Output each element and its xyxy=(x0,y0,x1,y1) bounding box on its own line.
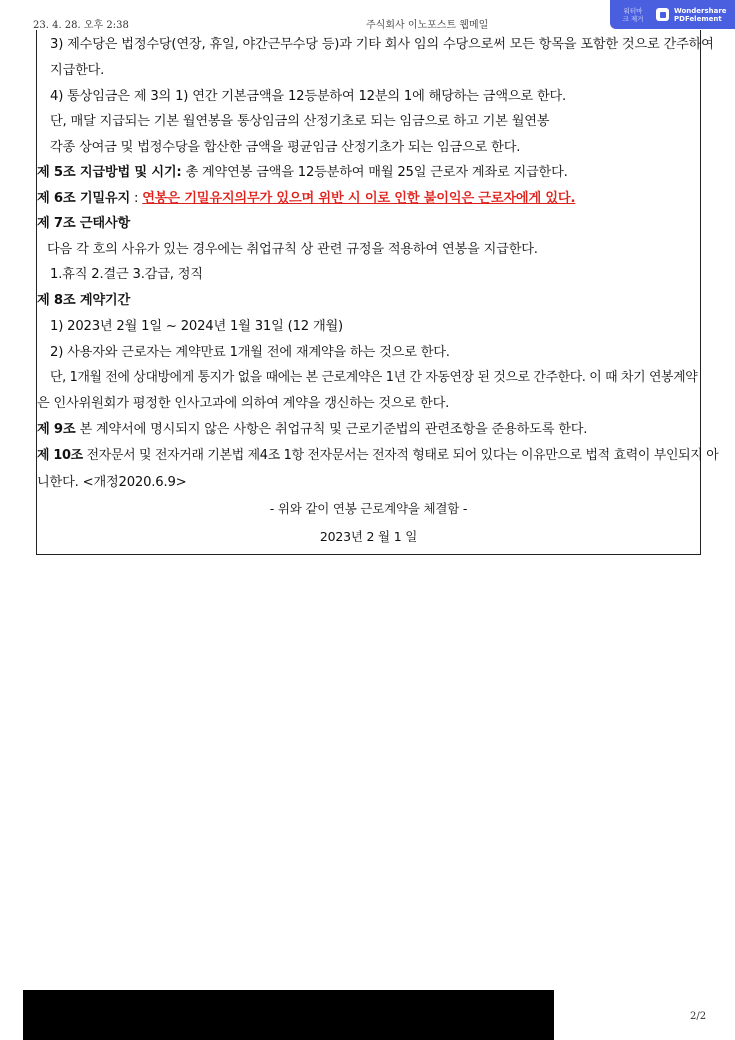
contract-date: 2023년 2 월 1 일 xyxy=(319,529,418,544)
article6-separator: : xyxy=(130,191,143,206)
print-datetime: 23. 4. 28. 오후 2:38 xyxy=(33,20,129,31)
article10-title: 제 10조 xyxy=(37,448,83,463)
watermark-remove-label-line2: 크 제거 xyxy=(622,14,644,23)
article6-title: 제 6조 기밀유지 xyxy=(37,191,130,206)
article8-line2: 2) 사용자와 근로자는 계약만료 1개월 전에 재계약을 하는 것으로 한다. xyxy=(50,345,450,360)
closing-statement: - 위와 같이 연봉 근로계약을 체결함 - xyxy=(269,501,468,516)
article8-line1: 1) 2023년 2월 1일 ~ 2024년 1월 31일 (12 개월) xyxy=(50,319,343,334)
watermark-brand-line2: PDFelement xyxy=(674,14,722,23)
article7-line2: 1.휴직 2.결근 3.감급, 정직 xyxy=(50,267,203,282)
article6 xyxy=(37,190,575,208)
article5-text: 총 계약연봉 금액을 12등분하여 매월 25일 근로자 계좌로 지급한다. xyxy=(181,165,568,180)
article10-line1 xyxy=(37,447,718,465)
article9 xyxy=(37,421,587,439)
article10-text: 전자문서 및 전자거래 기본법 제4조 1항 전자문서는 전자적 형태로 되어 있다는 이유만으로 법적 효력이 부인되지 아 xyxy=(82,448,719,463)
article4-item4-line2: 단, 매달 지급되는 기본 월연봉을 통상임금의 산정기초로 되는 임금으로 하고 기본 월연봉 xyxy=(50,114,550,129)
watermark-brand-line1: Wondershare xyxy=(674,6,727,15)
article8-line3: 단, 1개월 전에 상대방에게 통지가 없을 때에는 본 근로계약은 1년 간 자동연장 된 것으로 간주한다. 이 때 차기 연봉계약 xyxy=(50,370,698,385)
article7-title: 제 7조 근태사항 xyxy=(37,216,130,231)
watermark-remove-button[interactable] xyxy=(610,0,735,29)
article6-text: 연봉은 기밀유지의무가 있으며 위반 시 이로 인한 불이익은 근로자에게 있다. xyxy=(142,191,576,206)
article5 xyxy=(37,164,568,182)
article5-title: 제 5조 지급방법 및 시기: xyxy=(37,165,182,180)
watermark-brand xyxy=(674,7,727,23)
print-page-title: 주식회사 이노포스트 웹메일 xyxy=(366,20,489,31)
article8-title: 제 8조 계약기간 xyxy=(37,293,130,308)
page-number: 2/2 xyxy=(690,1011,707,1022)
article9-title: 제 9조 xyxy=(37,422,76,437)
article4-item3-line1: 3) 제수당은 법정수당(연장, 휴일, 야간근무수당 등)과 기타 회사 임의 수당으로써 모든 항목을 포함한 것으로 간주하여 xyxy=(50,37,714,52)
article9-text: 본 계약서에 명시되지 않은 사항은 취업규칙 및 근로기준법의 관련조항을 준용하도록 한다. xyxy=(75,422,588,437)
article8-line4: 은 인사위원회가 평정한 인사고과에 의하여 계약을 갱신하는 것으로 한다. xyxy=(37,396,450,411)
watermark-remove-label-line1: 워터마 xyxy=(623,6,643,15)
article10-line2: 니한다. <개정2020.6.9> xyxy=(37,475,187,490)
article4-item4-line3: 각종 상여금 및 법정수당을 합산한 금액을 평균임금 산정기초가 되는 임금으로 한다. xyxy=(50,140,521,155)
watermark-remove-label xyxy=(616,7,650,23)
pdfelement-logo-icon xyxy=(656,8,669,21)
article7-line1: 다음 각 호의 사유가 있는 경우에는 취업규칙 상 관련 규정을 적용하여 연봉을 지급한다. xyxy=(47,242,538,257)
redacted-bar xyxy=(23,990,554,1040)
article4-item4-line1: 4) 통상임금은 제 3의 1) 연간 기본금액을 12등분하여 12분의 1에 해당하는 금액으로 한다. xyxy=(50,89,567,104)
article4-item3-line2: 지급한다. xyxy=(50,63,105,78)
